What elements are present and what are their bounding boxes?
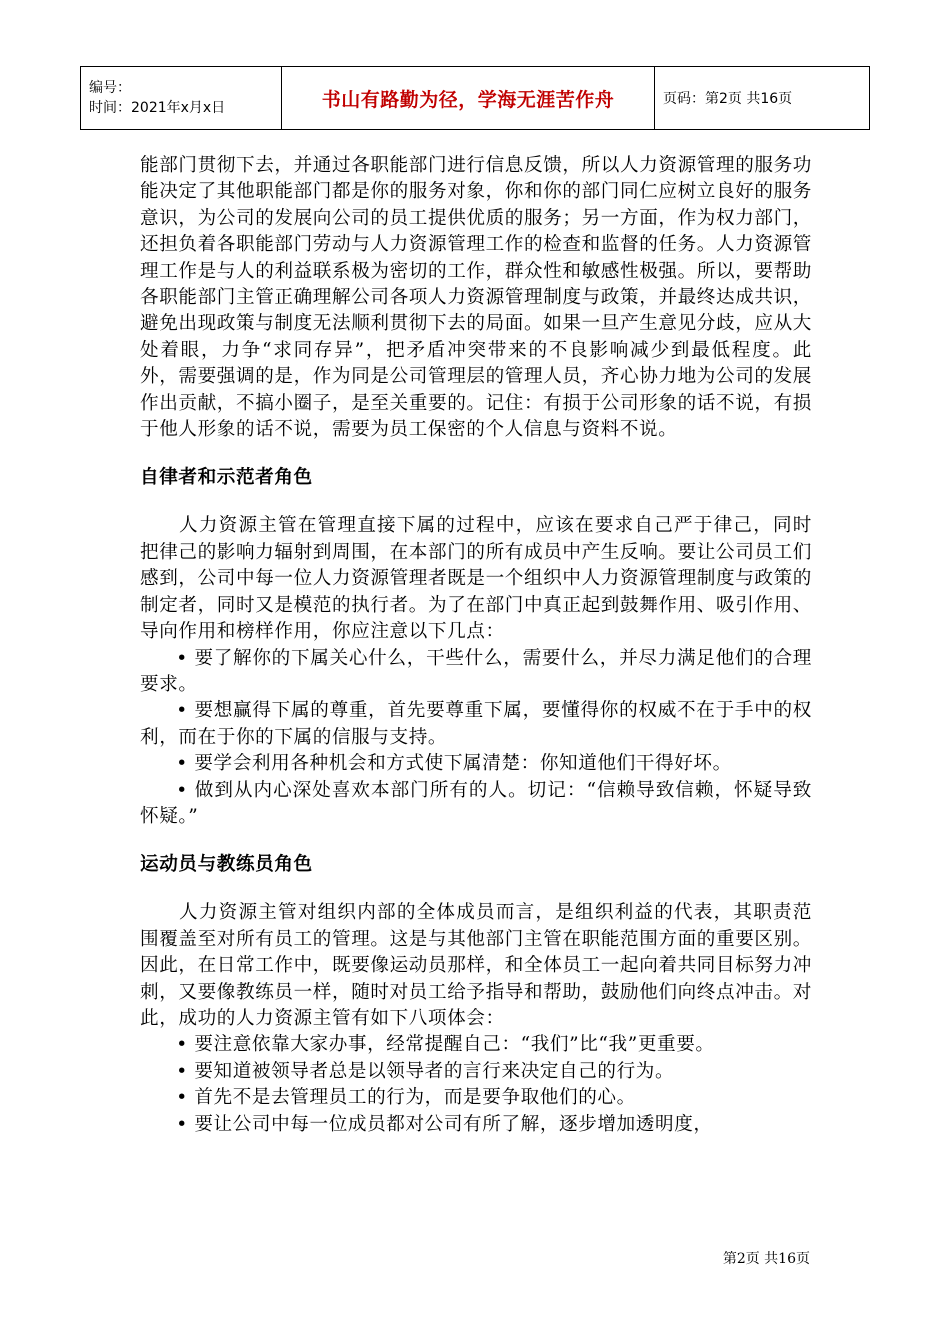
- header-page-number: 页码：第2页 共16页: [663, 91, 793, 107]
- header-motto-cell: [282, 67, 655, 130]
- bullet-item: • 要知道被领导者总是以领导者的言行来决定自己的行为。: [176, 1060, 675, 1082]
- header-page-cell: [655, 67, 870, 130]
- bullet-item: • 要学会利用各种机会和方式使下属清楚：你知道他们干得好坏。: [176, 753, 732, 775]
- bullet-item: • 要想赢得下属的尊重，首先要尊重下属，要懂得你的权威不在于手中的权利，而在于你的下属的信服与支持。: [140, 700, 812, 748]
- document-date-label: 时间：2021年x月x日: [89, 100, 226, 116]
- bullet-item: • 要了解你的下属关心什么，干些什么，需要什么，并尽力满足他们的合理要求。: [140, 647, 812, 695]
- page-header: [80, 66, 870, 130]
- body-paragraph: 人力资源主管在管理直接下属的过程中，应该在要求自己严于律己，同时把律己的影响力辐射到周围，在本部门的所有成员中产生反响。要让公司员工们感到，公司中每一位人力资源管理者既是一个组织中人力资源管理制度与政策的制定者，同时又是模范的执行者。为了在部门中真正起到鼓舞作用、吸引作用、导向作用和榜样作用，你应注意以下几点：: [140, 515, 812, 643]
- document-number-label: 编号：: [89, 80, 131, 96]
- section-title-athlete-coach: 运动员与教练员角色: [140, 854, 313, 876]
- header-motto: 书山有路勤为径，学海无涯苦作舟: [321, 88, 615, 111]
- footer-page-number: 第2页 共16页: [722, 1251, 810, 1267]
- document-body: [140, 153, 812, 1138]
- header-meta: [81, 67, 282, 130]
- bullet-item: • 要让公司中每一位成员都对公司有所了解，逐步增加透明度，: [176, 1113, 713, 1135]
- bullet-item: • 做到从内心深处喜欢本部门所有的人。切记：“信赖导致信赖，怀疑导致怀疑。”: [140, 779, 812, 827]
- body-paragraph: 人力资源主管对组织内部的全体成员而言，是组织利益的代表，其职责范围覆盖至对所有员工的管理。这是与其他部门主管在职能范围方面的重要区别。因此，在日常工作中，既要像运动员那样，和全体员工一起向着共同目标努力冲刺，又要像教练员一样，随时对员工给予指导和帮助，鼓励他们向终点冲击。对此，成功的人力资源主管有如下八项体会：: [140, 902, 812, 1029]
- section-title-self-discipline: 自律者和示范者角色: [140, 467, 313, 489]
- bullet-item: • 首先不是去管理员工的行为，而是要争取他们的心。: [176, 1087, 636, 1109]
- body-paragraph: 能部门贯彻下去，并通过各职能部门进行信息反馈，所以人力资源管理的服务功能决定了其他职能部门都是你的服务对象，你和你的部门同仁应树立良好的服务意识，为公司的发展向公司的员工提供优质的服务；另一方面，作为权力部门，还担负着各职能部门劳动与人力资源管理工作的检查和监督的任务。人力资源管理工作是与人的利益联系极为密切的工作，群众性和敏感性极强。所以，要帮助各职能部门主管正确理解公司各项人力资源管理制度与政策，并最终达成共识，避免出现政策与制度无法顺利贯彻下去的局面。如果一旦产生意见分歧，应从大处着眼，力争“求同存异”，把矛盾冲突带来的不良影响减少到最低程度。此外，需要强调的是，作为同是公司管理层的管理人员，齐心协力地为公司的发展作出贡献，不搞小圈子，是至关重要的。记住：有损于公司形象的话不说，有损于他人形象的话不说，需要为员工保密的个人信息与资料不说。: [140, 155, 812, 441]
- bullet-item: • 要注意依靠大家办事，经常提醒自己：“我们”比“我”更重要。: [176, 1034, 715, 1056]
